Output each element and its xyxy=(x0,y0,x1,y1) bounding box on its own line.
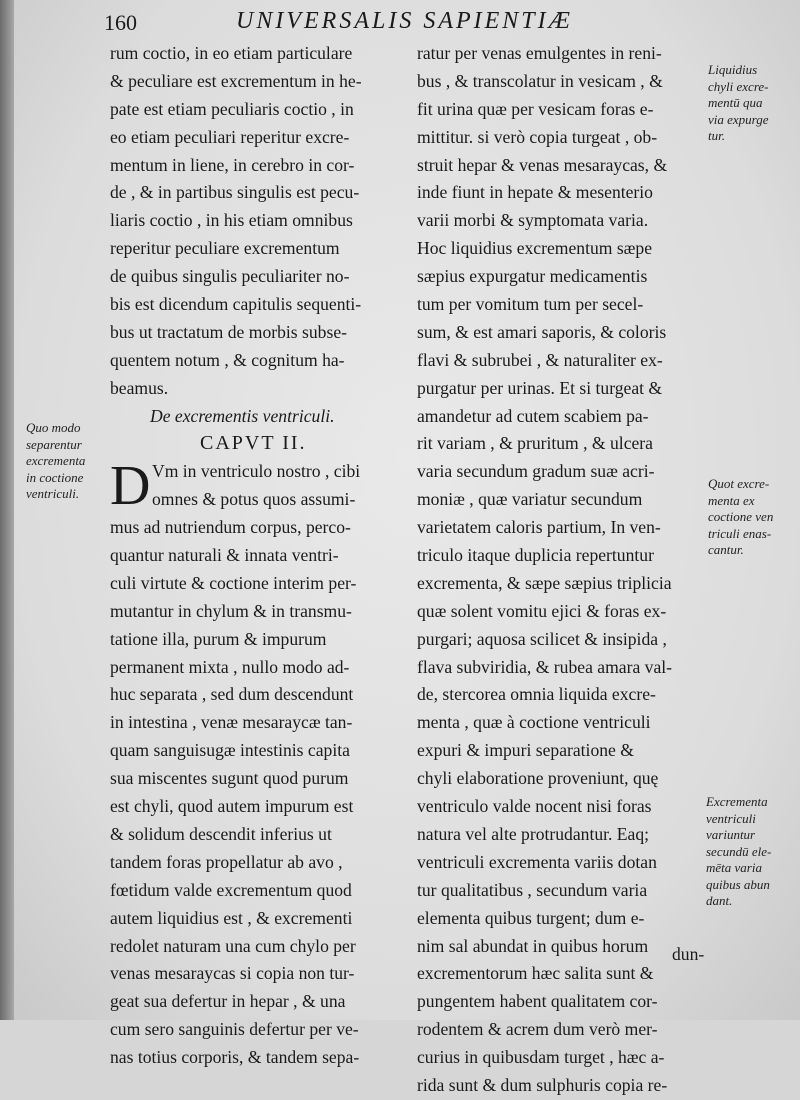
left-top-paragraph xyxy=(110,40,400,403)
text-line: purgari; aquosa scilicet & insipida , xyxy=(417,628,667,649)
text-line: mutantur in chylum & in transmu- xyxy=(110,600,352,621)
margin-note-line: menta ex xyxy=(708,492,755,508)
text-line: ratur per venas emulgentes in reni- xyxy=(417,43,662,63)
section-subheading: De excrementis ventriculi. xyxy=(150,405,335,426)
margin-note-left xyxy=(26,420,85,503)
margin-note-line: chyli excre- xyxy=(708,78,769,94)
margin-note-line: secundū ele- xyxy=(706,843,772,859)
text-line: tur qualitatibus , secundum varia xyxy=(417,879,648,900)
margin-note-line: separentur xyxy=(26,436,82,452)
text-line: purgatur per urinas. Et si turgeat & xyxy=(417,377,663,398)
text-line: ventriculo valde nocent nisi foras xyxy=(417,796,652,817)
text-line: natura vel alte protrudantur. Eaq; xyxy=(417,823,650,844)
text-line: quam sanguisugæ intestinis capita xyxy=(110,740,350,761)
margin-note-line: variuntur xyxy=(706,827,756,842)
text-line: rida sunt & dum sulphuris copia re- xyxy=(417,1074,668,1095)
text-line: bus ut tractatum de morbis subse- xyxy=(110,321,347,342)
text-line: cum sero sanguinis defertur per ve- xyxy=(110,1019,359,1040)
text-line: mittitur. si verò copia turgeat , ob- xyxy=(417,126,658,147)
margin-note-right-1 xyxy=(708,62,769,145)
text-line: tum per vomitum tum per secel- xyxy=(417,294,644,315)
text-line: quantur naturali & innata ventri- xyxy=(110,545,339,566)
text-line: Hoc liquidius excrementum sæpe xyxy=(417,238,653,259)
text-line: pungentem habent qualitatem cor- xyxy=(417,991,658,1012)
text-line: geat sua defertur in hepar , & una xyxy=(110,991,346,1012)
left-column xyxy=(110,40,400,1072)
text-line: moniæ , quæ variatur secundum xyxy=(417,489,643,510)
margin-note-line: via expurge xyxy=(708,111,769,127)
text-line: huc separata , sed dum descendunt xyxy=(110,684,354,705)
text-line: Vm in ventriculo nostro , cibi xyxy=(152,461,361,482)
margin-note-line: mēta varia xyxy=(706,860,762,875)
text-line: beamus. xyxy=(110,377,169,398)
margin-note-line: Quo modo xyxy=(26,420,81,435)
right-column xyxy=(417,40,707,1100)
margin-note-line: ventriculi xyxy=(706,810,756,826)
drop-cap: D xyxy=(110,455,151,518)
margin-note-line: excrementa xyxy=(26,453,86,468)
text-line: sua miscentes sugunt quod purum xyxy=(110,768,349,789)
text-line: rit variam , & pruritum , & ulcera xyxy=(417,433,653,454)
text-line: excrementorum hæc salita sunt & xyxy=(417,963,654,984)
margin-note-line: quibus abun xyxy=(706,876,770,892)
text-line: struit hepar & venas mesaraycas, & xyxy=(417,154,668,175)
text-line: & solidum descendit inferius ut xyxy=(110,823,332,844)
text-line: flava subviridia, & rubea amara val- xyxy=(417,656,672,677)
margin-note-right-3 xyxy=(706,794,771,910)
text-line: nas totius corporis, & tandem sepa- xyxy=(110,1047,360,1068)
text-line: de quibus singulis peculiariter no- xyxy=(110,266,350,287)
left-body-paragraph xyxy=(110,514,400,1072)
text-line: elementa quibus turgent; dum e- xyxy=(417,907,645,928)
text-line: venas mesaraycas si copia non tur- xyxy=(110,963,355,984)
text-line: tandem foras propellatur ab avo , xyxy=(110,851,343,872)
book-spine xyxy=(0,0,14,1020)
text-line: eo etiam peculiari reperitur excre- xyxy=(110,126,350,147)
margin-note-line: tur. xyxy=(708,128,725,143)
text-line: de, stercorea omnia liquida excre- xyxy=(417,684,656,705)
margin-note-line: Liquidius xyxy=(708,62,758,77)
margin-note-line: cantur. xyxy=(708,542,744,557)
text-line: ventriculi excrementa variis dotan xyxy=(417,851,657,872)
text-line: bus , & transcolatur in vesicam , & xyxy=(417,70,663,91)
margin-note-line: mentū qua xyxy=(708,95,763,110)
text-line: varii morbi & symptomata varia. xyxy=(417,210,649,231)
text-line: varia secundum gradum suæ acri- xyxy=(417,461,655,482)
text-line: sæpius expurgatur medicamentis xyxy=(417,266,648,287)
catchword: dun- xyxy=(672,944,705,964)
text-line: rum coctio, in eo etiam particulare xyxy=(110,43,353,63)
text-line: permanent mixta , nullo modo ad- xyxy=(110,656,350,677)
chapter-opening xyxy=(110,455,400,518)
text-line: expuri & impuri separatione & xyxy=(417,740,634,761)
text-line: reperitur peculiare excrementum xyxy=(110,238,340,259)
text-line: curius in quibusdam turget , hæc a- xyxy=(417,1047,665,1068)
text-line: est chyli, quod autem impurum est xyxy=(110,796,354,817)
text-line: quentem notum , & cognitum ha- xyxy=(110,349,345,370)
text-line: omnes & potus quos assumi- xyxy=(152,489,356,510)
text-line: tatione illa, purum & impurum xyxy=(110,628,327,649)
text-line: mentum in liene, in cerebro in cor- xyxy=(110,154,355,175)
text-line: excrementa, & sæpe sæpius triplicia xyxy=(417,572,672,593)
text-line: de , & in partibus singulis est pecu- xyxy=(110,182,360,203)
text-line: redolet naturam una cum chylo per xyxy=(110,935,356,956)
margin-note-line: ventriculi. xyxy=(26,486,80,501)
margin-note-line: Quot excre- xyxy=(708,476,770,491)
text-line: culi virtute & coctione interim per- xyxy=(110,572,357,593)
margin-note-line: triculi enas- xyxy=(708,525,772,541)
text-line: sum, & est amari saporis, & coloris xyxy=(417,321,667,342)
text-line: autem liquidius est , & excrementi xyxy=(110,907,353,928)
text-line: & peculiare est excrementum in he- xyxy=(110,70,362,91)
text-line: bis est dicendum capitulis sequenti- xyxy=(110,294,362,315)
text-line: menta , quæ à coctione ventriculi xyxy=(417,712,651,733)
margin-note-line: in coctione xyxy=(26,469,84,485)
margin-note-line: Excrementa xyxy=(706,794,768,809)
chapter-title: CAPVT II. xyxy=(200,432,307,455)
text-line: chyli elaboratione proveniunt, quę xyxy=(417,768,659,789)
text-line: fit urina quæ per vesicam foras e- xyxy=(417,98,654,119)
text-line: liaris coctio , in his etiam omnibus xyxy=(110,210,353,231)
text-line: fœtidum valde excrementum quod xyxy=(110,879,352,900)
text-line: varietatem caloris partium, In ven- xyxy=(417,517,661,538)
margin-note-line: dant. xyxy=(706,893,733,908)
text-line: nim sal abundat in quibus horum xyxy=(417,935,649,956)
running-title: UNIVERSALIS SAPIENTIÆ xyxy=(236,8,573,34)
margin-note-right-2 xyxy=(708,476,773,559)
page-header xyxy=(96,6,656,40)
text-line: in intestina , venæ mesaraycæ tan- xyxy=(110,712,353,733)
text-line: inde fiunt in hepate & mesenterio xyxy=(417,182,653,203)
text-line: pate est etiam peculiaris coctio , in xyxy=(110,98,354,119)
margin-note-line: coctione ven xyxy=(708,509,774,524)
text-line: triculo itaque duplicia repertuntur xyxy=(417,545,654,566)
page-number: 160 xyxy=(104,10,137,35)
text-line: quæ solent vomitu ejici & foras ex- xyxy=(417,600,667,621)
text-line: amandetur ad cutem scabiem pa- xyxy=(417,405,649,426)
text-line: rodentem & acrem dum verò mer- xyxy=(417,1019,658,1040)
text-line: flavi & subrubei , & naturaliter ex- xyxy=(417,349,663,370)
text-line: mus ad nutriendum corpus, perco- xyxy=(110,517,351,538)
